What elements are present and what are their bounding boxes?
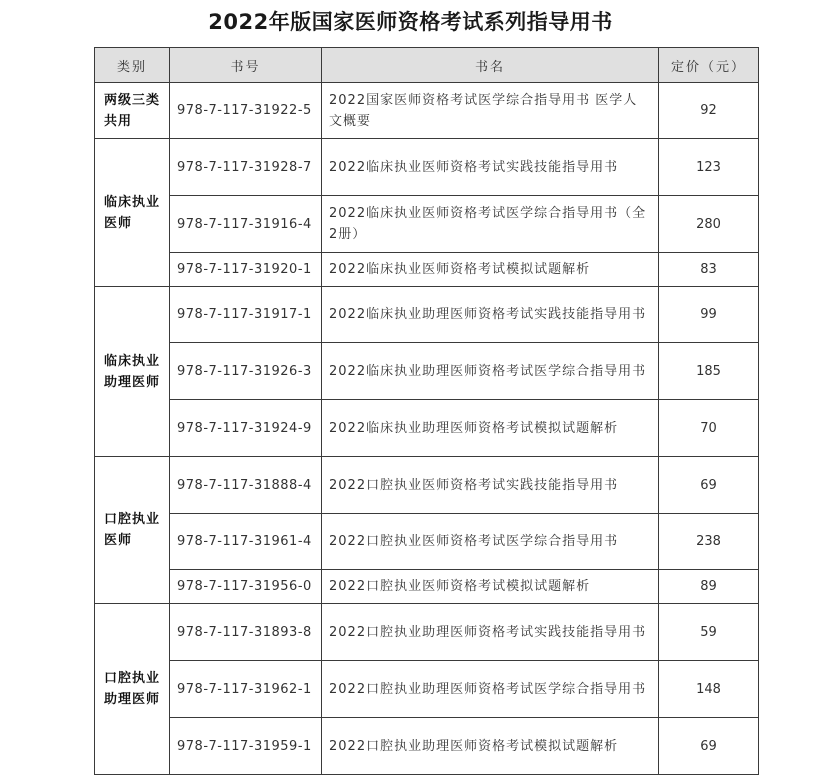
table-row bbox=[95, 253, 759, 287]
isbn-cell: 978-7-117-31926-3 bbox=[170, 343, 322, 400]
isbn-cell: 978-7-117-31893-8 bbox=[170, 604, 322, 661]
isbn-cell: 978-7-117-31917-1 bbox=[170, 287, 322, 343]
table-row bbox=[95, 139, 759, 196]
table-row bbox=[95, 343, 759, 400]
price-cell: 89 bbox=[659, 570, 759, 604]
category-cell: 临床执业医师 bbox=[95, 139, 170, 287]
book-name-cell: 2022临床执业助理医师资格考试实践技能指导用书 bbox=[322, 287, 659, 343]
table-row bbox=[95, 196, 759, 253]
isbn-cell: 978-7-117-31961-4 bbox=[170, 514, 322, 570]
category-cell: 口腔执业助理医师 bbox=[95, 604, 170, 775]
price-cell: 59 bbox=[659, 604, 759, 661]
book-name-cell: 2022口腔执业助理医师资格考试实践技能指导用书 bbox=[322, 604, 659, 661]
price-cell: 123 bbox=[659, 139, 759, 196]
table-row bbox=[95, 514, 759, 570]
book-name-cell: 2022口腔执业助理医师资格考试模拟试题解析 bbox=[322, 718, 659, 775]
header-isbn: 书号 bbox=[170, 48, 322, 83]
table-row bbox=[95, 83, 759, 139]
isbn-cell: 978-7-117-31916-4 bbox=[170, 196, 322, 253]
price-cell: 185 bbox=[659, 343, 759, 400]
price-cell: 238 bbox=[659, 514, 759, 570]
book-name-cell: 2022口腔执业医师资格考试实践技能指导用书 bbox=[322, 457, 659, 514]
page-title: 2022年版国家医师资格考试系列指导用书 bbox=[208, 10, 613, 34]
price-cell: 70 bbox=[659, 400, 759, 457]
price-cell: 148 bbox=[659, 661, 759, 718]
isbn-cell: 978-7-117-31924-9 bbox=[170, 400, 322, 457]
table-row bbox=[95, 287, 759, 343]
category-cell: 口腔执业医师 bbox=[95, 457, 170, 604]
book-table bbox=[94, 47, 759, 775]
table-header-row bbox=[95, 48, 759, 83]
book-name-cell: 2022国家医师资格考试医学综合指导用书 医学人文概要 bbox=[322, 83, 659, 139]
table-row bbox=[95, 400, 759, 457]
book-name-cell: 2022口腔执业助理医师资格考试医学综合指导用书 bbox=[322, 661, 659, 718]
isbn-cell: 978-7-117-31922-5 bbox=[170, 83, 322, 139]
table-row bbox=[95, 570, 759, 604]
book-name-cell: 2022临床执业助理医师资格考试医学综合指导用书 bbox=[322, 343, 659, 400]
book-name-cell: 2022口腔执业医师资格考试医学综合指导用书 bbox=[322, 514, 659, 570]
table-row bbox=[95, 604, 759, 661]
price-cell: 69 bbox=[659, 457, 759, 514]
price-cell: 99 bbox=[659, 287, 759, 343]
book-name-cell: 2022临床执业助理医师资格考试模拟试题解析 bbox=[322, 400, 659, 457]
book-name-cell: 2022临床执业医师资格考试医学综合指导用书（全2册） bbox=[322, 196, 659, 253]
book-name-cell: 2022口腔执业医师资格考试模拟试题解析 bbox=[322, 570, 659, 604]
price-cell: 69 bbox=[659, 718, 759, 775]
header-category: 类别 bbox=[95, 48, 170, 83]
isbn-cell: 978-7-117-31928-7 bbox=[170, 139, 322, 196]
header-price: 定价（元） bbox=[659, 48, 759, 83]
table-row bbox=[95, 457, 759, 514]
isbn-cell: 978-7-117-31962-1 bbox=[170, 661, 322, 718]
isbn-cell: 978-7-117-31959-1 bbox=[170, 718, 322, 775]
isbn-cell: 978-7-117-31888-4 bbox=[170, 457, 322, 514]
category-cell: 临床执业助理医师 bbox=[95, 287, 170, 457]
table-row bbox=[95, 718, 759, 775]
price-cell: 83 bbox=[659, 253, 759, 287]
category-cell: 两级三类共用 bbox=[95, 83, 170, 139]
book-name-cell: 2022临床执业医师资格考试模拟试题解析 bbox=[322, 253, 659, 287]
isbn-cell: 978-7-117-31956-0 bbox=[170, 570, 322, 604]
book-name-cell: 2022临床执业医师资格考试实践技能指导用书 bbox=[322, 139, 659, 196]
isbn-cell: 978-7-117-31920-1 bbox=[170, 253, 322, 287]
price-cell: 92 bbox=[659, 83, 759, 139]
price-cell: 280 bbox=[659, 196, 759, 253]
header-book-name: 书名 bbox=[322, 48, 659, 83]
table-row bbox=[95, 661, 759, 718]
